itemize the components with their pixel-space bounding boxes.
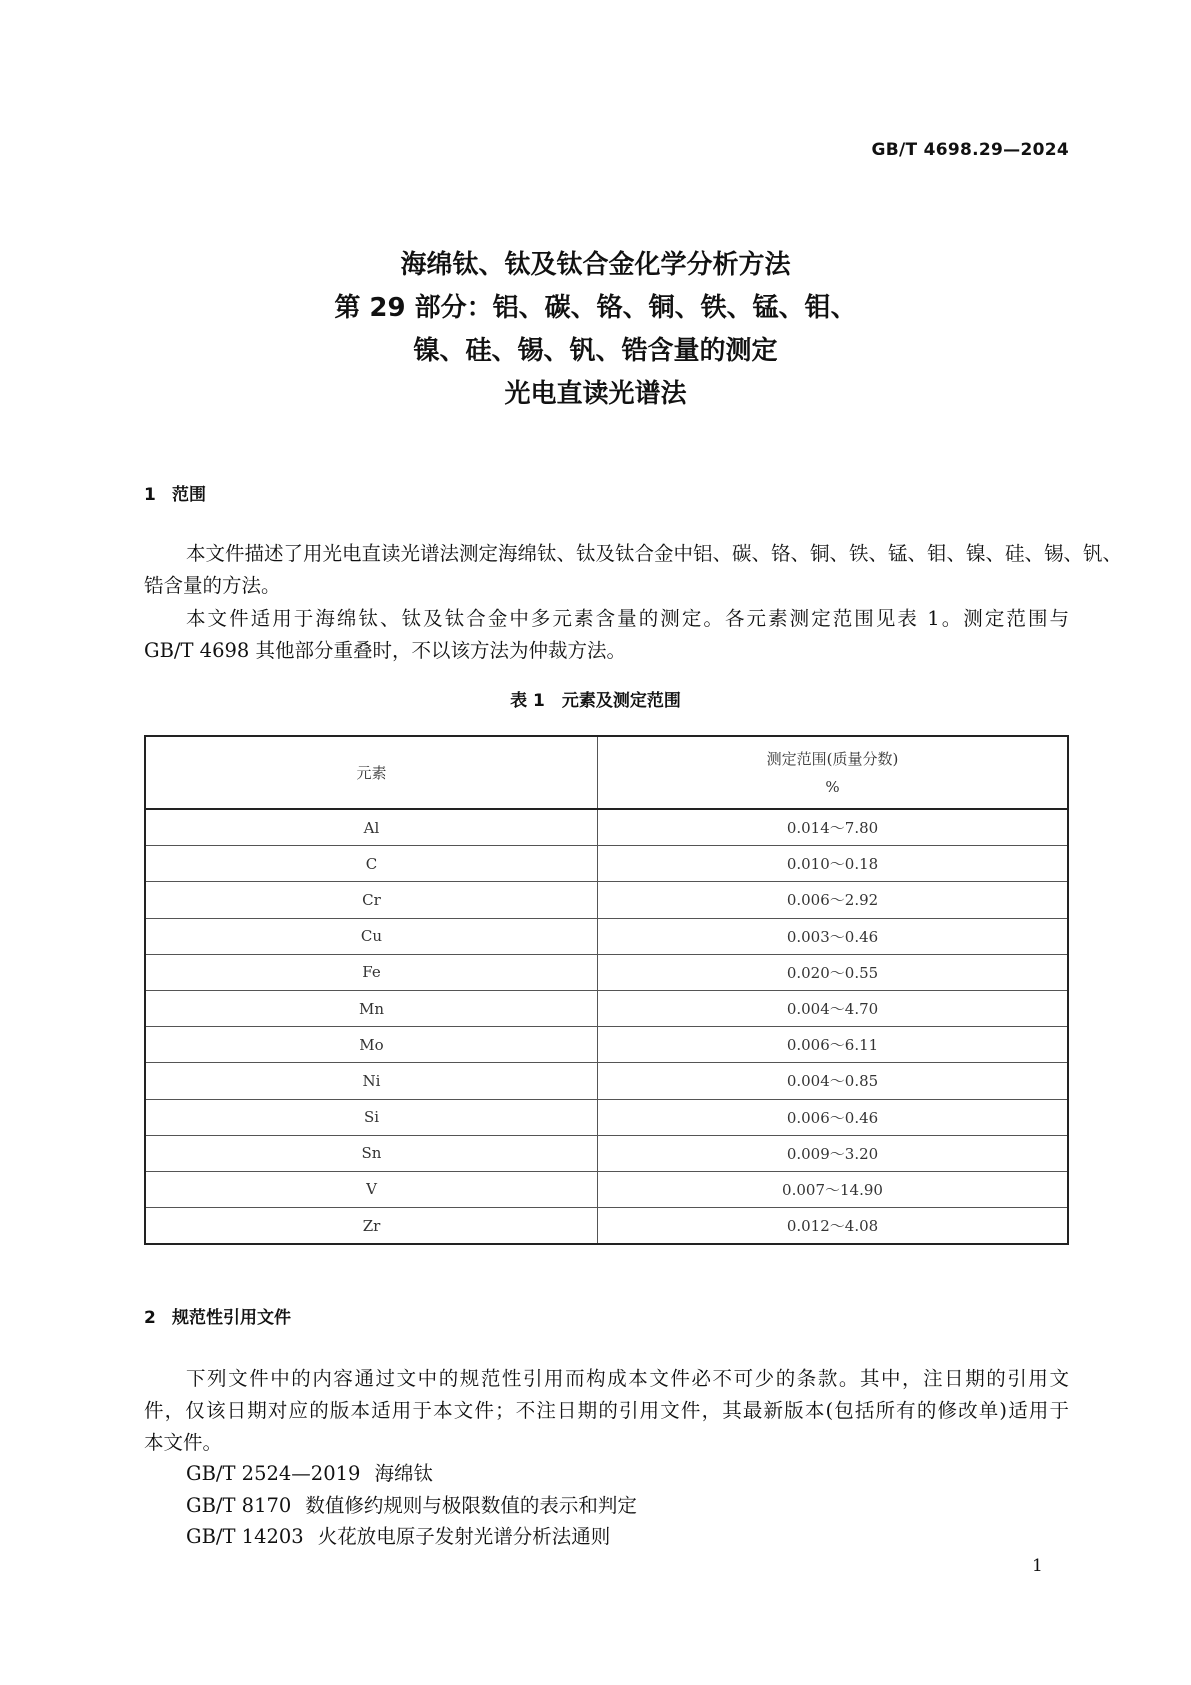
section-title: 范围 xyxy=(172,485,206,505)
element-cell: V xyxy=(145,1171,598,1207)
element-cell: Ni xyxy=(145,1063,598,1099)
reference-title: 火花放电原子发射光谱分析法通则 xyxy=(317,1525,611,1548)
title-line: 镍、硅、锡、钒、锆含量的测定 xyxy=(413,336,778,366)
range-header-label: 测定范围(质量分数) xyxy=(766,749,899,768)
table-row xyxy=(145,882,1068,918)
reference-code: GB/T 8170 xyxy=(186,1493,292,1517)
title-line: 海绵钛、钛及钛合金化学分析方法 xyxy=(400,250,791,280)
table-row xyxy=(145,1208,1068,1245)
section-number: 2 xyxy=(144,1308,156,1328)
section-1-heading xyxy=(144,480,206,505)
reference-item xyxy=(186,1458,637,1490)
table-row xyxy=(145,1027,1068,1063)
table-row xyxy=(145,918,1068,954)
table-row xyxy=(145,990,1068,1026)
text-line: 本文件适用于海绵钛、钛及钛合金中多元素含量的测定。各元素测定范围见表 1。测定范围与 xyxy=(186,607,1069,630)
text-line: 件，仅该日期对应的版本适用于本文件；不注日期的引用文件，其最新版本(包括所有的修改单)适用于 xyxy=(144,1399,1069,1422)
text-line: 锆含量的方法。 xyxy=(144,574,281,597)
reference-code: GB/T 2524—2019 xyxy=(186,1462,361,1485)
range-cell: 0.010～0.18 xyxy=(598,846,1069,882)
reference-item xyxy=(186,1490,637,1522)
table-header-row xyxy=(145,736,1068,809)
element-cell: C xyxy=(145,846,598,882)
table-row xyxy=(145,1135,1068,1171)
element-range-table xyxy=(144,735,1069,1245)
table-row xyxy=(145,846,1068,882)
reference-title: 海绵钛 xyxy=(374,1462,433,1485)
element-cell: Mn xyxy=(145,990,598,1026)
range-cell: 0.006～6.11 xyxy=(598,1027,1069,1063)
range-cell: 0.006～0.46 xyxy=(598,1099,1069,1135)
text-line: GB/T 4698 其他部分重叠时，不以该方法为仲裁方法。 xyxy=(144,639,627,662)
range-cell: 0.014～7.80 xyxy=(598,809,1069,846)
element-cell: Al xyxy=(145,809,598,846)
normative-references xyxy=(186,1458,637,1553)
range-cell: 0.020～0.55 xyxy=(598,954,1069,990)
text-line: 本文件描述了用光电直读光谱法测定海绵钛、钛及钛合金中铝、碳、铬、铜、铁、锰、钼、镍、硅、锡、钒、 xyxy=(186,542,1123,565)
range-cell: 0.004～0.85 xyxy=(598,1063,1069,1099)
element-cell: Zr xyxy=(145,1208,598,1245)
text-line: 下列文件中的内容通过文中的规范性引用而构成本文件必不可少的条款。其中，注日期的引用文 xyxy=(186,1367,1069,1390)
section-number: 1 xyxy=(144,485,156,505)
reference-code: GB/T 14203 xyxy=(186,1525,304,1548)
section-1-paragraph-1 xyxy=(144,538,1123,602)
table-row xyxy=(145,1171,1068,1207)
document-title xyxy=(0,244,1191,416)
page-number: 1 xyxy=(1032,1556,1043,1576)
title-line: 光电直读光谱法 xyxy=(504,379,687,409)
element-cell: Sn xyxy=(145,1135,598,1171)
section-title: 规范性引用文件 xyxy=(172,1308,291,1328)
table-row xyxy=(145,809,1068,846)
range-cell: 0.004～4.70 xyxy=(598,990,1069,1026)
range-cell: 0.006～2.92 xyxy=(598,882,1069,918)
element-cell: Cr xyxy=(145,882,598,918)
range-cell: 0.012～4.08 xyxy=(598,1208,1069,1245)
range-cell: 0.009～3.20 xyxy=(598,1135,1069,1171)
section-2-heading xyxy=(144,1303,291,1328)
section-1-paragraph-2 xyxy=(144,603,1069,667)
reference-item xyxy=(186,1521,637,1553)
element-cell: Fe xyxy=(145,954,598,990)
element-cell: Cu xyxy=(145,918,598,954)
column-header-element: 元素 xyxy=(145,736,598,809)
table-row xyxy=(145,1063,1068,1099)
element-cell: Si xyxy=(145,1099,598,1135)
table-row xyxy=(145,1099,1068,1135)
element-cell: Mo xyxy=(145,1027,598,1063)
reference-title: 数值修约规则与极限数值的表示和判定 xyxy=(305,1493,637,1517)
range-header-unit: % xyxy=(825,777,840,796)
text-line: 本文件。 xyxy=(144,1431,223,1454)
range-cell: 0.007～14.90 xyxy=(598,1171,1069,1207)
range-cell: 0.003～0.46 xyxy=(598,918,1069,954)
table-row xyxy=(145,954,1068,990)
column-header-range xyxy=(598,736,1069,809)
section-2-paragraph xyxy=(144,1363,1069,1459)
table-caption: 表 1 元素及测定范围 xyxy=(510,691,681,711)
title-line: 第 29 部分：铝、碳、铬、铜、铁、锰、钼、 xyxy=(334,293,857,323)
standard-number: GB/T 4698.29—2024 xyxy=(871,140,1069,160)
